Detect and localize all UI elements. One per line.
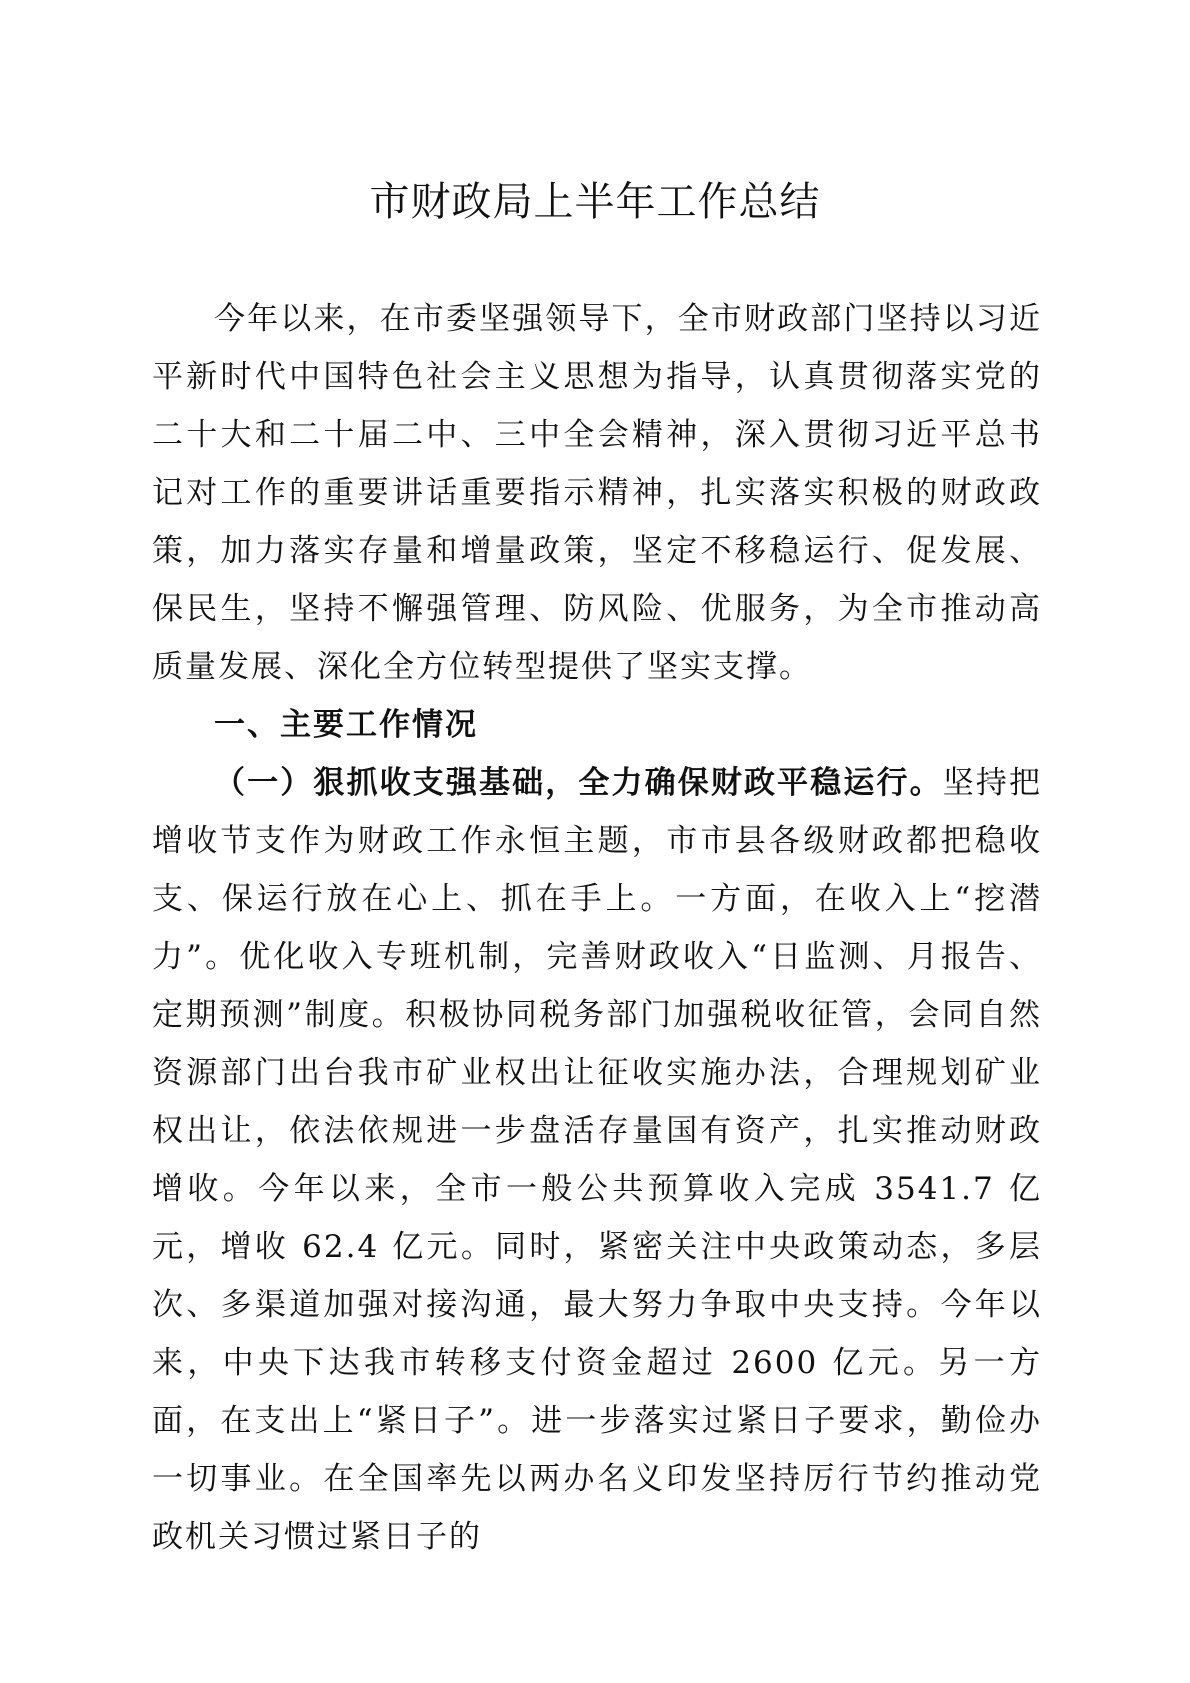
- paragraph-lead: （一）狠抓收支强基础，全力确保财政平稳运行。: [214, 765, 943, 801]
- paragraph-text: 坚持把增收节支作为财政工作永恒主题，市市县各级财政都把稳收支、保运行放在心上、抓在手上。一方面，在收入上“挖潜力”。优化收入专班机制，完善财政收入“日监测、月报告、定期预测”制度。积极协同税务部门加强税收征管，会同自然资源部门出台我市矿业权出让征收实施办法，合理规划矿业权出让，依法依规进一步盘活存量国有资产，扎实推动财政增收。今年以来，全市一般公共预算收入完成 3541.7 亿元，增收 62.4 亿元。同时，紧密关注中央政策动态，多层次、多渠道加强对接沟通，最大努力争取中央支持。今年以来，中央下达我市转移支付资金超过 2600 亿元。另一方面，在支出上“紧日子”。进一步落实过紧日子要求，勤俭办一切事业。在全国率先以两办名义印发坚持厉行节约推动党政机关习惯过紧日子的: [152, 765, 1042, 1555]
- section-heading: 一、主要工作情况: [214, 707, 478, 743]
- section-paragraph: [152, 754, 1042, 1566]
- document-title: 市财政局上半年工作总结: [369, 179, 821, 225]
- document-body: [152, 290, 1042, 1566]
- intro-paragraph: 今年以来，在市委坚强领导下，全市财政部门坚持以习近平新时代中国特色社会主义思想为指导，认真贯彻落实党的二十大和二十届二中、三中全会精神，深入贯彻习近平总书记对工作的重要讲话重要指示精神，扎实落实积极的财政政策，加力落实存量和增量政策，坚定不移稳运行、促发展、保民生，坚持不懈强管理、防风险、优服务，为全市推动高质量发展、深化全方位转型提供了坚实支撑。: [152, 301, 1042, 685]
